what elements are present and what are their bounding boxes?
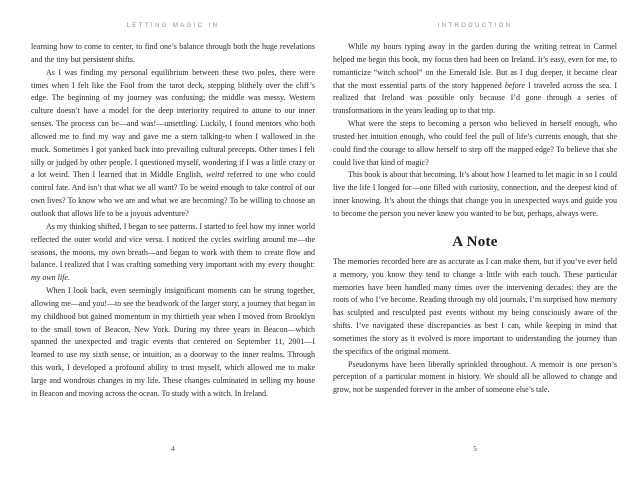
paragraph: As my thinking shifted, I began to see patterns. I started to feel how my inner world reflected the outer world and vice versa. I noticed the cycles swirling around me—the seasons, the moons, my own breath—and began to work with them to create flow and balance. I realized that I was crafting something very important with my every thought: my own life. (31, 221, 315, 283)
page-number-left: 4 (171, 444, 175, 453)
paragraph: The memories recorded here are as accurate as I can make them, but if you’ve ever held a memory, you know they tend to change a little with each touch. These particular memories have been handled many times over the intervening decades: they are the roots of who I’ve become. Reading through my old journals, I’m surprised how memory has sculpted and resculpted past events without my being consciously aware of the shifts. I’ve navigated these discrepancies as best I can, while keeping in mind that sometimes the story as it evolved is more important to understanding the journey than the specifics of the original moment. (333, 256, 617, 356)
paragraph: While my hours typing away in the garden during the writing retreat in Carmel helped me begin this book, my focus then had been on Ireland. It’s easy, even for me, to romanticize “witch school” on the Emerald Isle. But as I dug deeper, it became clear that the most essential parts of the story happened before I traveled across the sea. I realized that Ireland was possible only because I’d gone through a series of transformations in the years leading up to that trip. (333, 42, 618, 116)
page-right (333, 23, 617, 397)
page-right-body (333, 41, 617, 221)
running-head-left: LETTING MAGIC IN (126, 23, 220, 29)
paragraph: As I was finding my personal equilibrium between these two poles, there were times when I felt like the Fool from the tarot deck, stepping blithely over the cliff’s edge. The beginning of my journey was confusing; the middle was messy. Western culture doesn’t have a model for the deep interiority required to attune to our inner senses. The process can be—and was!—unsettling. Luckily, I found mentors who both allowed me to find my way and gave me a stern talking-to when I wallowed in the muck. Sometimes I got yanked back into prevailing cultural precepts. Other times I felt silly or judged by other people. I questioned myself, wondering if I was a little crazy or a lot weird. Then I learned that in Middle English, weird referred to one who could control fate. And isn’t that what we all want? To be weird enough to take control of our own lives? To know who we are and what we are becoming? To be willing to choose an outlook that allows life to be a joyous adventure? (31, 67, 315, 218)
running-head-right: INTRODUCTION (437, 23, 513, 29)
paragraph: When I look back, even seemingly insignificant moments can be strung together, allowing me—and you!—to see the beadwork of the larger story, a journey that began in my childhood but gained momentum in my thirtieth year when I moved from Brooklyn to the small town of Beacon, New York. During my three years in Beacon—which spanned the unexpected and tragic events that centered on September 11, 2001—I learned to use my sixth sense, or intuition, as a doorway to the inner realms. Through this work, I developed a profound ability to trust myself, which allowed me to make large and wondrous changes in my life. These changes culminated in selling my house in Beacon and moving across the ocean. To study with a witch. In Ireland. (31, 286, 315, 398)
note-section-body (333, 256, 617, 397)
page-left (31, 23, 315, 401)
paragraph: Pseudonyms have been liberally sprinkled throughout. A memoir is one person’s perception of a particular moment in history. We should all be allowed to change and grow, not be suspended forever in the amber of someone else’s tale. (333, 359, 617, 395)
page-left-body (31, 41, 315, 401)
note-section-heading: A Note (452, 233, 498, 250)
page-number-right: 5 (473, 444, 477, 453)
paragraph: This book is about that becoming. It’s about how I learned to let magic in so I could live the life I longed for—one filled with curiosity, connection, and the deepest kind of inner knowing. It’s about the things that change you in unexpected ways and guide you to become the person you never knew you wanted to be but, perhaps, always were. (333, 170, 617, 218)
paragraph: learning how to come to center, to find one’s balance through both the huge revelations and the tiny but persistent shifts. (31, 42, 315, 64)
paragraph: What were the steps to becoming a person who believed in herself enough, who trusted her intuition enough, who could feel the pull of life’s currents enough, that she could find the courage to allow herself to step off the mapped edge? To believe that she could live that kind of magic? (333, 119, 617, 167)
